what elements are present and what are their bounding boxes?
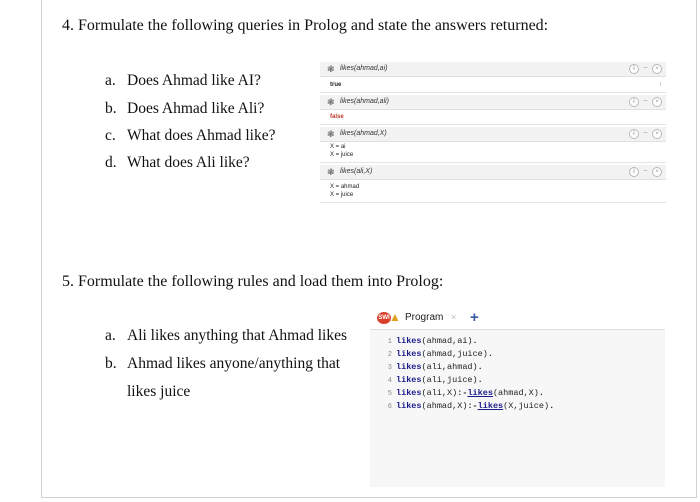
query-controls [629, 97, 662, 107]
terminator: . [538, 388, 544, 398]
query-bar-3[interactable] [320, 127, 666, 142]
download-icon[interactable]: ⇩ [629, 97, 639, 107]
answer-1: true [330, 82, 342, 88]
q5-item-b [105, 355, 340, 373]
predicate: likes [396, 375, 422, 385]
divider [320, 124, 666, 125]
line-number: 3 [387, 364, 392, 372]
minimize-icon[interactable]: – [643, 97, 648, 104]
q4-item-c [105, 127, 276, 145]
q5-item-b-continued: likes juice [127, 383, 191, 400]
terminator: . [487, 349, 493, 359]
query-controls [629, 129, 662, 139]
editor-tab-bar [370, 307, 665, 330]
predicate: likes [396, 388, 422, 398]
code-line [370, 361, 483, 374]
body-arguments: (X,juice) [503, 401, 550, 411]
body-arguments: (ahmad,X) [492, 388, 539, 398]
minimize-icon[interactable]: – [643, 64, 648, 71]
q4-item-b-letter: b. [105, 100, 117, 117]
line-number: 5 [387, 390, 392, 398]
body-predicate: likes [467, 388, 493, 398]
binding-4-2: X = juice [330, 192, 354, 198]
q4-item-b [105, 100, 264, 118]
query-text-3: likes(ahmad,X) [340, 130, 387, 137]
predicate: likes [396, 336, 422, 346]
tree-icon: ❃ [327, 167, 335, 177]
binding-3-1: X = ai [330, 144, 346, 150]
question-5-heading: 5. Formulate the following rules and load them into Prolog: [62, 273, 444, 290]
neck-operator: :- [467, 401, 478, 411]
close-icon[interactable]: × [652, 167, 662, 177]
code-line [370, 374, 483, 387]
code-line [370, 400, 554, 413]
tree-icon: ❃ [327, 129, 335, 139]
neck-operator: :- [457, 388, 468, 398]
q5-item-b-text: Ahmad likes anyone/anything that [127, 355, 341, 372]
q5-item-b-letter: b. [105, 355, 117, 372]
q5-item-a-text: Ali likes anything that Ahmad likes [127, 327, 347, 344]
terminator: . [472, 336, 478, 346]
tree-icon: ❃ [327, 97, 335, 107]
arguments: (ahmad,ai) [421, 336, 473, 346]
arguments: (ali,juice) [421, 375, 478, 385]
q5-item-a-letter: a. [105, 327, 116, 344]
close-icon[interactable]: × [652, 64, 662, 74]
terminator: . [549, 401, 555, 411]
query-controls [629, 167, 662, 177]
line-number: 1 [387, 338, 392, 346]
query-text-4: likes(ali,X) [340, 168, 373, 175]
query-controls [629, 64, 662, 74]
terminator: . [477, 362, 483, 372]
q4-item-c-letter: c. [105, 127, 116, 144]
divider [320, 202, 666, 203]
plus-icon[interactable]: + [470, 309, 479, 326]
download-icon[interactable]: ⇩ [629, 167, 639, 177]
close-icon[interactable]: × [451, 312, 457, 322]
divider [320, 162, 666, 163]
binding-4-1: X = ahmad [330, 184, 360, 190]
divider [320, 92, 666, 93]
q4-item-d-text: What does Ali like? [127, 154, 250, 171]
tab-program[interactable]: Program [405, 312, 444, 323]
binding-3-2: X = juice [330, 152, 354, 158]
q4-item-d-letter: d. [105, 154, 117, 171]
line-number: 4 [387, 377, 392, 385]
line-number: 6 [387, 403, 392, 411]
code-line [370, 387, 544, 400]
minimize-icon[interactable]: – [643, 167, 648, 174]
warning-icon: ▲ [389, 310, 401, 324]
q4-item-a-letter: a. [105, 72, 116, 89]
q4-item-d [105, 154, 250, 172]
program-editor[interactable] [370, 307, 665, 487]
query-results-panel [320, 62, 666, 208]
q5-item-a [105, 327, 347, 345]
download-icon[interactable]: ⇩ [629, 64, 639, 74]
q4-item-a [105, 72, 261, 90]
close-icon[interactable]: × [652, 129, 662, 139]
query-text-2: likes(ahmad,ali) [340, 98, 390, 105]
terminator: . [477, 375, 483, 385]
q4-item-b-text: Does Ahmad like Ali? [127, 100, 265, 117]
swish-logo: SWI [377, 312, 391, 324]
predicate: likes [396, 349, 422, 359]
code-line [370, 335, 478, 348]
code-line [370, 348, 493, 361]
download-icon[interactable]: ⇩ [629, 129, 639, 139]
close-icon[interactable]: × [652, 97, 662, 107]
arguments: (ali,ahmad) [421, 362, 478, 372]
query-bar-1[interactable] [320, 62, 666, 77]
query-text-1: likes(ahmad,ai) [340, 65, 388, 72]
line-number: 2 [387, 351, 392, 359]
arguments: (ali,X) [421, 388, 458, 398]
predicate: likes [396, 401, 422, 411]
q4-item-a-text: Does Ahmad like AI? [127, 72, 261, 89]
body-predicate: likes [477, 401, 504, 411]
minimize-icon[interactable]: – [643, 129, 648, 136]
query-bar-4[interactable] [320, 165, 666, 180]
predicate: likes [396, 362, 422, 372]
q4-item-c-text: What does Ahmad like? [127, 127, 276, 144]
tree-icon: ❃ [327, 64, 335, 74]
more-marker: ↑ [659, 82, 662, 88]
answer-2: false [330, 114, 344, 120]
question-4-heading: 4. Formulate the following queries in Prolog and state the answers returned: [62, 17, 549, 34]
query-bar-2[interactable] [320, 95, 666, 110]
arguments: (ahmad,X) [421, 401, 468, 411]
arguments: (ahmad,juice) [421, 349, 488, 359]
